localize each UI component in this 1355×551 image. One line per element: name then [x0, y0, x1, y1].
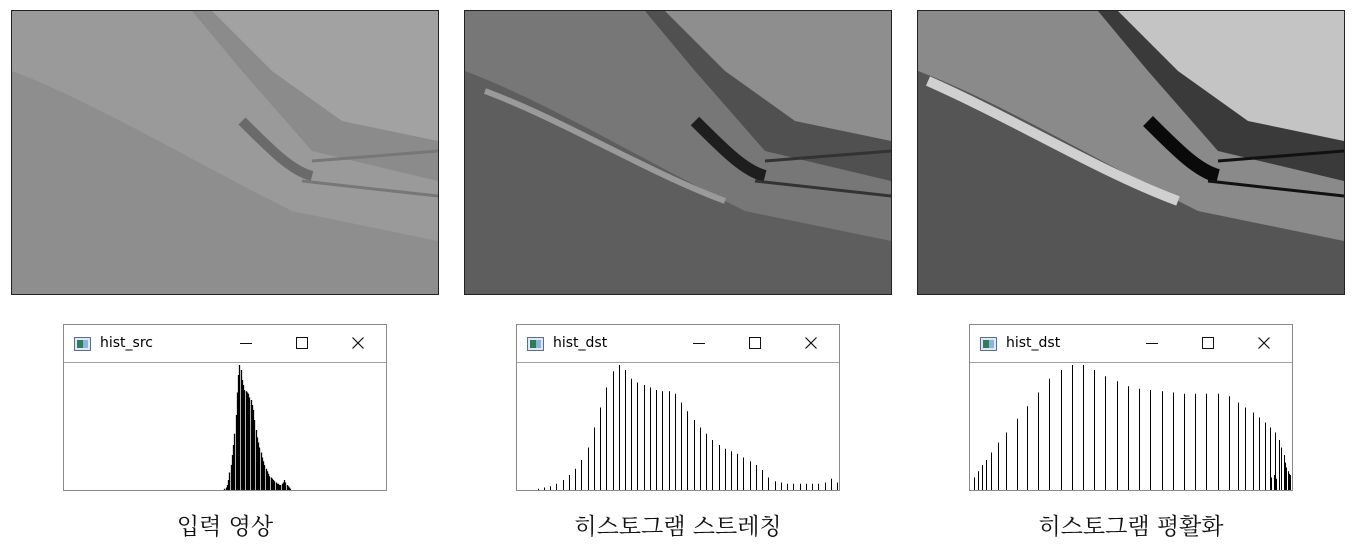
caption-input: 입력 영상	[176, 514, 274, 540]
stretched-image	[464, 10, 892, 295]
minimize-button[interactable]	[228, 329, 264, 357]
maximize-button[interactable]	[1190, 329, 1226, 357]
maximize-button[interactable]	[737, 329, 773, 357]
close-icon	[1257, 336, 1271, 350]
hist-window-src[interactable]	[63, 324, 387, 491]
close-button[interactable]	[1246, 329, 1282, 357]
close-icon	[804, 336, 818, 350]
minimize-icon	[1145, 336, 1159, 350]
close-icon	[351, 336, 365, 350]
maximize-icon	[1201, 336, 1215, 350]
histogram-chart	[64, 363, 386, 490]
minimize-button[interactable]	[1134, 329, 1170, 357]
window-title: hist_dst	[553, 335, 608, 351]
landscape-photo-equalize	[918, 11, 1344, 294]
close-button[interactable]	[793, 329, 829, 357]
title-bar[interactable]	[970, 325, 1292, 363]
caption-stretch: 히스토그램 스트레칭	[574, 514, 782, 540]
caption-equalize: 히스토그램 평활화	[1038, 514, 1224, 540]
hist-window-stretch[interactable]	[516, 324, 840, 491]
input-image	[11, 10, 439, 295]
title-bar[interactable]	[64, 325, 386, 363]
app-icon	[74, 336, 91, 350]
title-bar[interactable]	[517, 325, 839, 363]
close-button[interactable]	[340, 329, 376, 357]
app-icon	[980, 336, 997, 350]
equalized-image	[917, 10, 1345, 295]
histogram-chart	[970, 363, 1292, 490]
hist-window-equalize[interactable]	[969, 324, 1293, 491]
histogram-chart	[517, 363, 839, 490]
landscape-photo-src	[12, 11, 438, 294]
minimize-button[interactable]	[681, 329, 717, 357]
app-icon	[527, 336, 544, 350]
maximize-icon	[295, 336, 309, 350]
window-title: hist_src	[100, 335, 153, 351]
minimize-icon	[239, 336, 253, 350]
landscape-photo-stretch	[465, 11, 891, 294]
window-title: hist_dst	[1006, 335, 1061, 351]
maximize-icon	[748, 336, 762, 350]
minimize-icon	[692, 336, 706, 350]
maximize-button[interactable]	[284, 329, 320, 357]
